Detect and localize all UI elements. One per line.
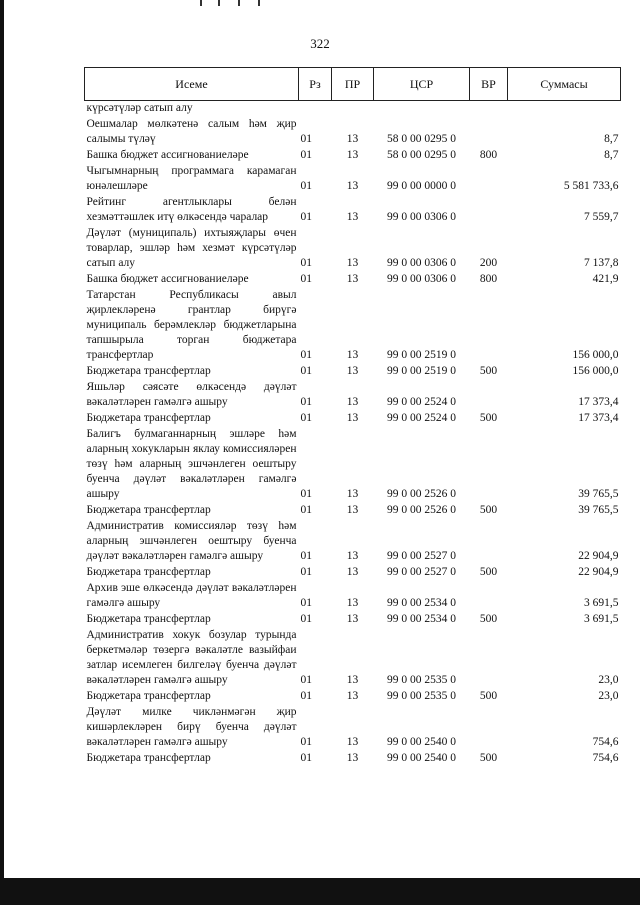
cell-rz: 01 <box>300 211 312 223</box>
table-row <box>85 705 621 751</box>
cell-sum: 3 691,5 <box>584 613 619 625</box>
cell-name: Бюджетара трансфертлар <box>86 566 211 578</box>
cell-vr: 500 <box>479 504 498 516</box>
scan-left-border <box>0 0 4 905</box>
table-row <box>85 689 621 705</box>
cell-vr: 500 <box>479 690 498 702</box>
cell-rz: 01 <box>300 504 312 516</box>
cell-csr: 99 0 00 2519 0 <box>387 365 456 377</box>
table-row <box>85 226 621 272</box>
cell-csr: 99 0 00 0000 0 <box>387 180 456 192</box>
scan-bottom-border <box>0 878 640 905</box>
cell-vr <box>470 195 508 226</box>
cell-name: Дәүләт (муниципаль) ихтыяҗлары өчен товарлар, эшләр һәм хезмәт күрсәтүләр сатып алу <box>86 227 297 269</box>
cell-rz: 01 <box>300 257 312 269</box>
table-row <box>85 751 621 767</box>
cell-rz: 01 <box>300 149 312 161</box>
cell-sum: 23,0 <box>598 690 619 702</box>
table-body <box>85 101 621 768</box>
cell-pr: 13 <box>346 690 359 702</box>
cell-pr: 13 <box>346 488 359 500</box>
cell-name: Чыгымнарның программага карамаган юнәлешләре <box>86 165 297 192</box>
cell-sum: 17 373,4 <box>578 396 619 408</box>
cell-pr: 13 <box>346 257 359 269</box>
cell-pr: 13 <box>346 133 359 145</box>
header-vr: ВР <box>470 68 508 101</box>
header-sum: Суммасы <box>508 68 621 101</box>
cell-sum: 39 765,5 <box>578 488 619 500</box>
cell-pr: 13 <box>346 613 359 625</box>
cell-vr: 500 <box>479 412 498 424</box>
cell-sum: 7 559,7 <box>584 211 619 223</box>
header-csr: ЦСР <box>374 68 470 101</box>
cell-vr <box>470 519 508 565</box>
cell-sum: 754,6 <box>592 736 619 748</box>
table-row <box>85 503 621 519</box>
table-row <box>85 380 621 411</box>
cell-rz: 01 <box>300 550 312 562</box>
cell-rz: 01 <box>300 412 312 424</box>
page-number: 322 <box>310 36 330 51</box>
cell-sum: 421,9 <box>592 273 619 285</box>
cell-pr: 13 <box>346 504 359 516</box>
cell-csr: 99 0 00 0306 0 <box>387 211 456 223</box>
cell-sum <box>508 101 621 118</box>
cell-rz: 01 <box>300 488 312 500</box>
table-row <box>85 164 621 195</box>
scan-top-marks <box>200 0 280 6</box>
cell-sum: 22 904,9 <box>578 566 619 578</box>
cell-csr: 99 0 00 2534 0 <box>387 597 456 609</box>
cell-vr: 500 <box>479 365 498 377</box>
cell-pr: 13 <box>346 149 359 161</box>
cell-csr: 99 0 00 2519 0 <box>387 349 456 361</box>
cell-sum: 22 904,9 <box>578 550 619 562</box>
cell-name: Бюджетара трансфертлар <box>86 504 211 516</box>
cell-vr <box>470 581 508 612</box>
table-row <box>85 612 621 628</box>
table-row <box>85 427 621 503</box>
cell-vr <box>470 288 508 364</box>
table-row <box>85 195 621 226</box>
cell-name: Татарстан Республикасы авыл җирлекләренә грантлар бирүгә муниципаль берәмлекләр бюджетларына тапшырыла торган бюджетара трансфертлар <box>86 289 297 361</box>
cell-rz: 01 <box>300 566 312 578</box>
table-row <box>85 364 621 380</box>
cell-name: Оешмалар мөлкәтенә салым һәм җир салымы түләү <box>86 118 297 145</box>
cell-name: күрсәтүләр сатып алу <box>86 102 193 114</box>
cell-sum: 754,6 <box>592 752 619 764</box>
table-row <box>85 148 621 164</box>
cell-pr <box>332 101 374 118</box>
cell-pr: 13 <box>346 396 359 408</box>
header-name: Исеме <box>85 68 299 101</box>
cell-name: Бюджетара трансфертлар <box>86 752 211 764</box>
cell-rz: 01 <box>300 752 312 764</box>
cell-name: Бюджетара трансфертлар <box>86 412 211 424</box>
cell-rz: 01 <box>300 396 312 408</box>
cell-csr: 99 0 00 2534 0 <box>387 613 456 625</box>
cell-vr: 500 <box>479 613 498 625</box>
cell-sum: 3 691,5 <box>584 597 619 609</box>
table-row <box>85 519 621 565</box>
table-row <box>85 272 621 288</box>
table-row <box>85 288 621 364</box>
cell-pr: 13 <box>346 752 359 764</box>
cell-name: Рейтинг агентлыклары белән хезмәттәшлек итү өлкәсендә чаралар <box>86 196 297 223</box>
cell-csr: 99 0 00 2527 0 <box>387 566 456 578</box>
cell-rz: 01 <box>300 180 312 192</box>
cell-csr <box>374 101 470 118</box>
cell-vr: 800 <box>479 149 498 161</box>
cell-rz: 01 <box>300 736 312 748</box>
cell-vr: 800 <box>479 273 498 285</box>
cell-rz: 01 <box>300 597 312 609</box>
cell-rz: 01 <box>300 674 312 686</box>
table-row <box>85 101 621 118</box>
cell-rz: 01 <box>300 613 312 625</box>
cell-vr: 200 <box>479 257 498 269</box>
cell-rz <box>299 101 332 118</box>
cell-csr: 99 0 00 2526 0 <box>387 488 456 500</box>
cell-name: Башка бюджет ассигнованиеләре <box>86 149 249 161</box>
cell-rz: 01 <box>300 690 312 702</box>
cell-rz: 01 <box>300 273 312 285</box>
cell-name: Бюджетара трансфертлар <box>86 365 211 377</box>
cell-vr <box>470 705 508 751</box>
cell-csr: 99 0 00 2524 0 <box>387 396 456 408</box>
cell-pr: 13 <box>346 273 359 285</box>
cell-pr: 13 <box>346 211 359 223</box>
cell-rz: 01 <box>300 365 312 377</box>
table-row <box>85 117 621 148</box>
cell-pr: 13 <box>346 566 359 578</box>
cell-csr: 99 0 00 2527 0 <box>387 550 456 562</box>
cell-sum: 17 373,4 <box>578 412 619 424</box>
cell-name: Яшьләр сәясәте өлкәсендә дәүләт вәкаләтләрен гамәлгә ашыру <box>86 381 297 408</box>
cell-sum: 23,0 <box>598 674 619 686</box>
cell-name: Административ комиссияләр төзү һәм аларның эшчәнлеген оештыру буенча дәүләт вәкаләтләрен гамәлгә ашыру <box>86 520 297 562</box>
cell-pr: 13 <box>346 349 359 361</box>
cell-pr: 13 <box>346 412 359 424</box>
cell-vr <box>470 380 508 411</box>
cell-csr: 99 0 00 0306 0 <box>387 273 456 285</box>
cell-csr: 99 0 00 2526 0 <box>387 504 456 516</box>
cell-sum: 156 000,0 <box>572 365 619 377</box>
cell-csr: 99 0 00 0306 0 <box>387 257 456 269</box>
header-rz: Рз <box>299 68 332 101</box>
table-header <box>85 68 621 101</box>
header-pr: ПР <box>332 68 374 101</box>
cell-name: Бюджетара трансфертлар <box>86 613 211 625</box>
cell-sum: 7 137,8 <box>584 257 619 269</box>
cell-rz: 01 <box>300 349 312 361</box>
cell-rz: 01 <box>300 133 312 145</box>
cell-name: Балигъ булмаганнарның эшләре һәм аларның хокукларын яклау комиссияләрен төзү һәм аларның эшчәнлеген оештыру буенча дәүләт вәкаләтләрен гамәлгә ашыру <box>86 428 297 500</box>
cell-csr: 99 0 00 2524 0 <box>387 412 456 424</box>
cell-csr: 99 0 00 2535 0 <box>387 674 456 686</box>
cell-name: Архив эше өлкәсендә дәүләт вәкаләтләрен гамәлгә ашыру <box>86 582 297 609</box>
cell-sum: 5 581 733,6 <box>563 180 619 192</box>
cell-pr: 13 <box>346 736 359 748</box>
cell-csr: 99 0 00 2535 0 <box>387 690 456 702</box>
cell-vr <box>470 164 508 195</box>
table-row <box>85 628 621 689</box>
cell-pr: 13 <box>346 180 359 192</box>
cell-pr: 13 <box>346 550 359 562</box>
cell-name: Башка бюджет ассигнованиеләре <box>86 273 249 285</box>
cell-csr: 58 0 00 0295 0 <box>387 133 456 145</box>
cell-sum: 39 765,5 <box>578 504 619 516</box>
cell-pr: 13 <box>346 674 359 686</box>
cell-name: Дәүләт милке чикләнмәгән җир кишәрлекләрен бирү буенча дәүләт вәкаләтләрен гамәлгә ашыру <box>86 706 297 748</box>
cell-csr: 58 0 00 0295 0 <box>387 149 456 161</box>
cell-vr: 500 <box>479 566 498 578</box>
cell-vr <box>470 117 508 148</box>
table-row <box>85 411 621 427</box>
cell-pr: 13 <box>346 365 359 377</box>
cell-name: Административ хокук бозулар турында беркетмәләр төзергә вәкаләтле вазыйфаи затлар исемлеген билгеләү буенча дәүләт вәкаләтләрен гамәлгә ашыру <box>86 629 297 686</box>
cell-csr: 99 0 00 2540 0 <box>387 752 456 764</box>
budget-table <box>84 67 621 767</box>
cell-pr: 13 <box>346 597 359 609</box>
cell-sum: 156 000,0 <box>572 349 619 361</box>
cell-vr <box>470 628 508 689</box>
cell-name: Бюджетара трансфертлар <box>86 690 211 702</box>
cell-vr <box>470 101 508 118</box>
cell-sum: 8,7 <box>604 149 619 161</box>
table-row <box>85 565 621 581</box>
cell-csr: 99 0 00 2540 0 <box>387 736 456 748</box>
cell-vr: 500 <box>479 752 498 764</box>
cell-vr <box>470 427 508 503</box>
cell-sum: 8,7 <box>604 133 619 145</box>
table-row <box>85 581 621 612</box>
